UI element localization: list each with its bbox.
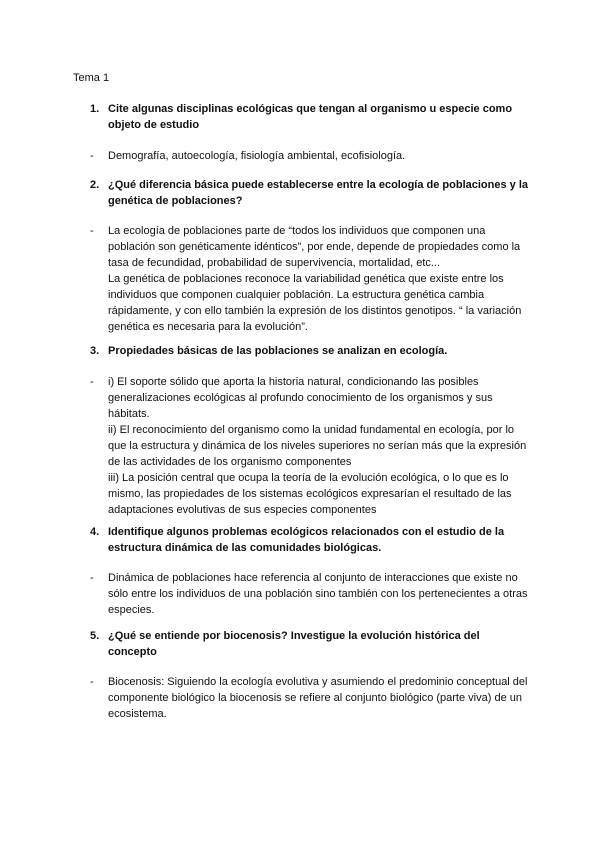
bullet-dash: - bbox=[90, 572, 94, 584]
question-number: 1. bbox=[90, 103, 100, 115]
question-text: ¿Qué diferencia básica puede establecerse entre la ecología de poblaciones y la genética de poblaciones? bbox=[108, 179, 528, 207]
answer-paragraph: Biocenosis: Siguiendo la ecología evolutiva y asumiendo el predominio conceptual del componente biológico la biocenosis se refiere al conjunto biológico (parte viva) de un ecosistema. bbox=[108, 676, 528, 720]
question-text: Cite algunas disciplinas ecológicas que tengan al organismo u especie como objeto de estudio bbox=[108, 103, 513, 131]
question-number: 4. bbox=[90, 526, 100, 538]
question-2 bbox=[90, 177, 530, 209]
answer-3 bbox=[90, 374, 530, 518]
question-1 bbox=[90, 101, 530, 133]
question-number: 2. bbox=[90, 179, 100, 191]
question-text: ¿Qué se entiende por biocenosis? Investigue la evolución histórica del concepto bbox=[108, 630, 480, 658]
bullet-dash: - bbox=[90, 676, 94, 688]
answer-5 bbox=[90, 674, 530, 722]
answer-1 bbox=[90, 148, 530, 164]
answer-paragraph: i) El soporte sólido que aporta la historia natural, condicionando las posibles generalizaciones ecológicas al profundo conocimiento de los organismos y sus hábitats. bbox=[108, 376, 493, 420]
question-5 bbox=[90, 628, 530, 660]
bullet-dash: - bbox=[90, 150, 94, 162]
question-4 bbox=[90, 524, 530, 556]
question-text: Propiedades básicas de las poblaciones se analizan en ecología. bbox=[108, 345, 448, 357]
answer-paragraph: La genética de poblaciones reconoce la variabilidad genética que existe entre los individuos que componen cualquier población. La estructura genética cambia rápidamente, y con ello también la expresión de los distintos genotipos. “ la variación genética es necesaria para la evolución”. bbox=[108, 273, 522, 333]
answer-paragraph: ii) El reconocimiento del organismo como la unidad fundamental en ecología, por lo que la estructura y dinámica de los niveles superiores no serían más que la expresión de las actividades de los organismo componentes bbox=[108, 424, 527, 468]
answer-4 bbox=[90, 570, 530, 618]
answer-paragraph: Demografía, autoecología, fisiología ambiental, ecofisiología. bbox=[108, 150, 406, 162]
answer-2 bbox=[90, 223, 530, 335]
answer-paragraph: Dinámica de poblaciones hace referencia al conjunto de interacciones que existe no sólo entre los individuos de una población sino también con los pertenecientes a otras especies. bbox=[108, 572, 528, 616]
bullet-dash: - bbox=[90, 376, 94, 388]
question-3 bbox=[90, 343, 530, 359]
question-number: 5. bbox=[90, 630, 100, 642]
bullet-dash: - bbox=[90, 225, 94, 237]
question-text: Identifique algunos problemas ecológicos relacionados con el estudio de la estructura dinámica de las comunidades biológicas. bbox=[108, 526, 505, 554]
answer-paragraph: iii) La posición central que ocupa la teoría de la evolución ecológica, o lo que es lo mismo, las propiedades de los sistemas ecológicos expresarían el resultado de las adaptaciones evolutivas de sus especies componentes bbox=[108, 472, 512, 516]
topic-heading: Tema 1 bbox=[73, 72, 110, 84]
question-number: 3. bbox=[90, 345, 100, 357]
answer-paragraph: La ecología de poblaciones parte de “todos los individuos que componen una población son genéticamente idénticos”, por ende, depende de propiedades como la tasa de fecundidad, probabilidad de supervivencia, mortalidad, etc... bbox=[108, 225, 521, 269]
